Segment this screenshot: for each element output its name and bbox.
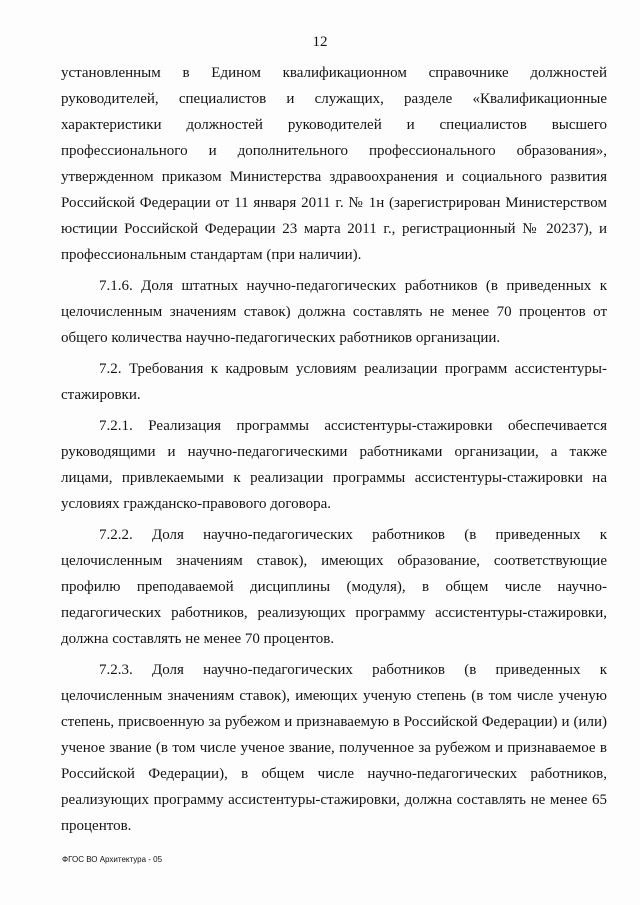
paragraph-7-2-1: 7.2.1. Реализация программы ассистентуры-стажировки обеспечивается руководящими и научно-педагогическими работниками организации, а также лицами, привлекаемыми к реализации программы ассистентуры-стажировки на условиях гражданско-правового договора. <box>61 418 607 512</box>
paragraph-7-1-6: 7.1.6. Доля штатных научно-педагогических работников (в приведенных к целочисленным значениям ставок) должна составлять не менее 70 процентов от общего количества научно-педагогических работников организации. <box>61 278 607 346</box>
footer-note: ФГОС ВО Архитектура - 05 <box>62 855 163 864</box>
paragraph-7-2-3: 7.2.3. Доля научно-педагогических работников (в приведенных к целочисленным значениям ставок), имеющих ученую степень (в том числе ученую степень, присвоенную за рубежом и признаваемую в Российской Федерации) и (или) ученое звание (в том числе ученое звание, полученное за рубежом и признаваемое в Российской Федерации), в общем числе научно-педагогических работников, реализующих программу ассистентуры-стажировки, должна составлять не менее 65 процентов. <box>61 662 607 834</box>
document-body <box>61 60 607 839</box>
paragraph-7-2: 7.2. Требования к кадровым условиям реализации программ ассистентуры-стажировки. <box>61 361 607 403</box>
page-number: 12 <box>312 34 328 50</box>
paragraph-7-2-2: 7.2.2. Доля научно-педагогических работников (в приведенных к целочисленным значениям ставок), имеющих образование, соответствующие профилю преподаваемой дисциплины (модуля), в общем числе научно-педагогических работников, реализующих программу ассистентуры-стажировки, должна составлять не менее 70 процентов. <box>61 527 607 647</box>
paragraph-continuation: установленным в Едином квалификационном справочнике должностей руководителей, специалистов и служащих, разделе «Квалификационные характеристики должностей руководителей и специалистов высшего профессионального и дополнительного профессионального образования», утвержденном приказом Министерства здравоохранения и социального развития Российской Федерации от 11 января 2011 г. № 1н (зарегистрирован Министерством юстиции Российской Федерации 23 марта 2011 г., регистрационный № 20237), и профессиональным стандартам (при наличии). <box>61 65 607 263</box>
